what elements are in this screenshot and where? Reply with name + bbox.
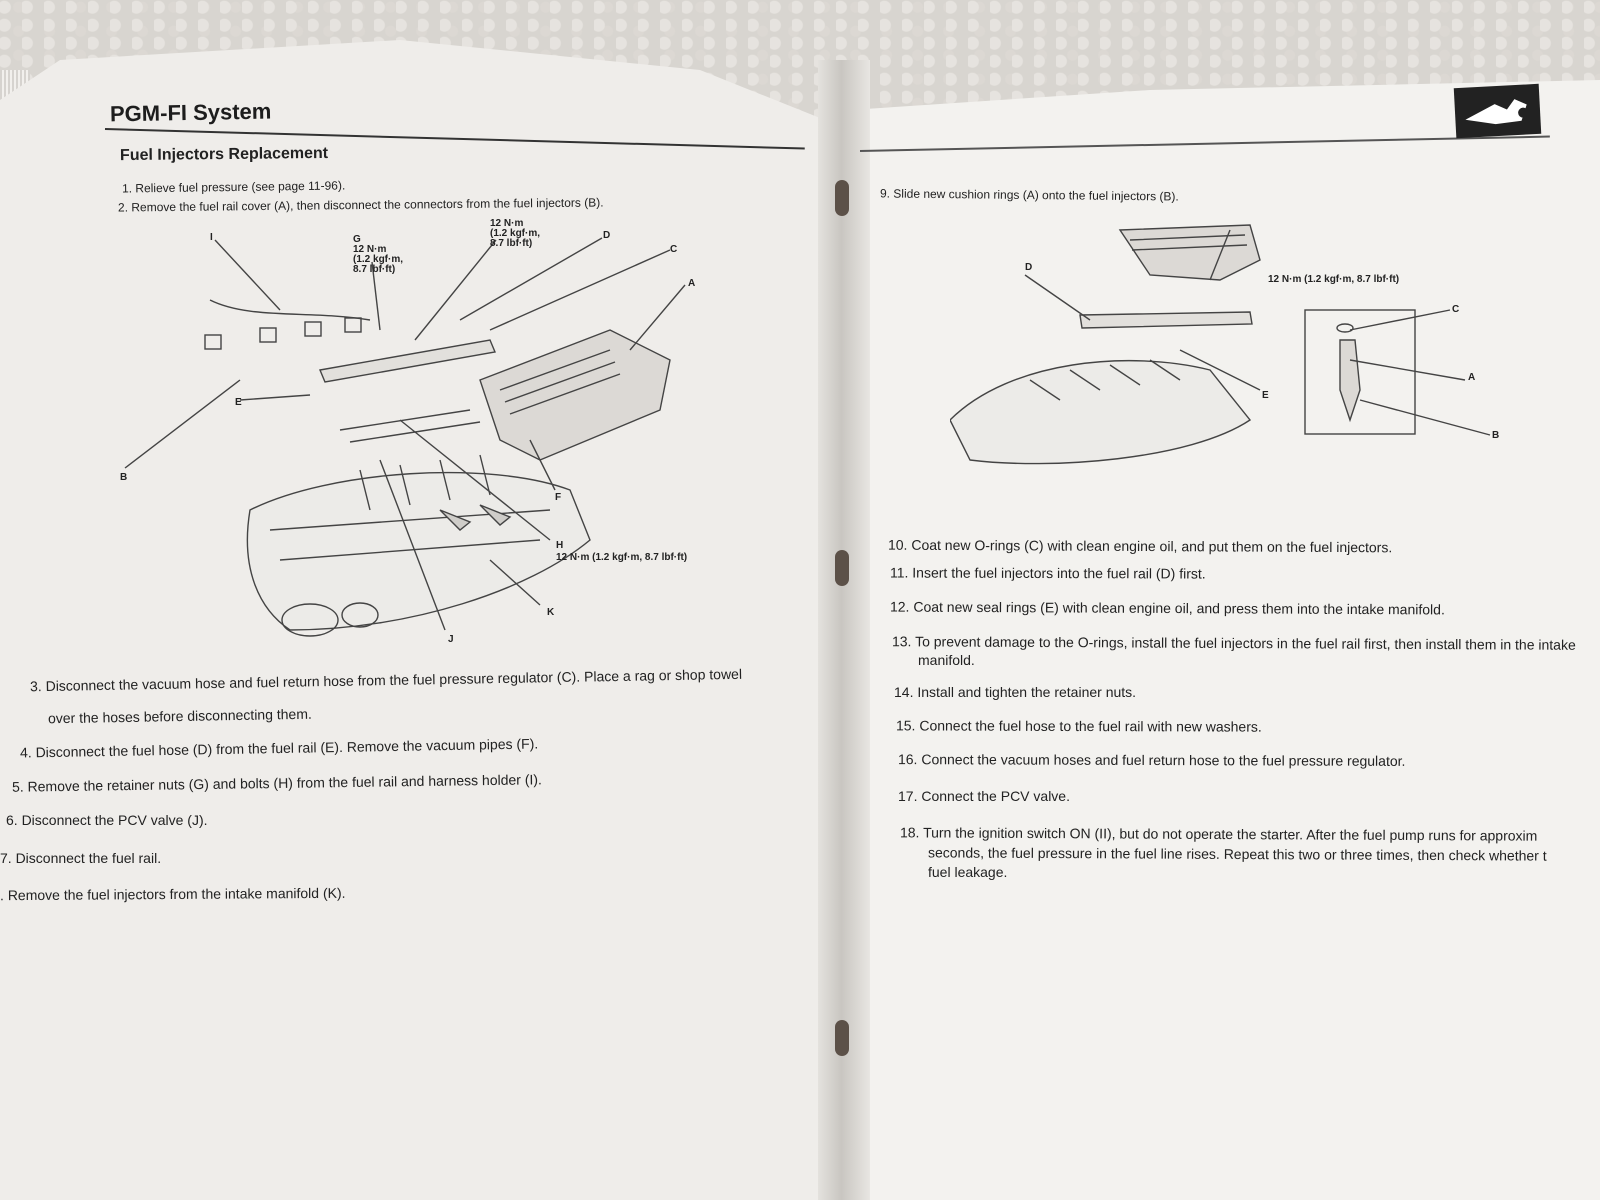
svg-text:K: K: [547, 607, 555, 618]
svg-text:8.7 lbf·ft): 8.7 lbf·ft): [353, 264, 396, 275]
fuel-injector-install-diagram: [950, 220, 1550, 470]
page-title: PGM-FI System: [109, 98, 272, 127]
svg-text:D: D: [603, 230, 611, 241]
step-text: fuel leakage.: [928, 864, 1008, 880]
step-text: 5. Remove the retainer nuts (G) and bolts (H) from the fuel rail and harness holder (I).: [11, 771, 542, 795]
svg-text:I: I: [210, 232, 213, 243]
step-text: 6. Disconnect the PCV valve (J).: [6, 812, 208, 828]
binder-hole: [835, 1020, 849, 1056]
step-text: 16. Connect the vacuum hoses and fuel return hose to the fuel pressure regulator.: [897, 751, 1406, 769]
fuel-nozzle-icon: [1454, 84, 1542, 138]
svg-text:D: D: [1025, 262, 1033, 273]
svg-text:G: G: [353, 234, 361, 245]
svg-text:8.7 lbf·ft): 8.7 lbf·ft): [490, 238, 533, 249]
svg-text:12 N·m (1.2 kgf·m, 8.7 lbf·ft): 12 N·m (1.2 kgf·m, 8.7 lbf·ft): [556, 552, 688, 563]
step-text: manifold.: [918, 652, 975, 668]
section-title: Fuel Injectors Replacement: [119, 144, 329, 165]
svg-text:B: B: [1492, 430, 1500, 441]
step-text: 13. To prevent damage to the O-rings, install the fuel injectors in the fuel rail first, then install them in the intake: [891, 633, 1576, 653]
binder-hole: [835, 180, 849, 216]
step-text: seconds, the fuel pressure in the fuel line rises. Repeat this two or three times, then check whether t: [927, 844, 1547, 864]
svg-text:C: C: [1452, 304, 1460, 315]
binder-hole: [835, 550, 849, 586]
step-text: 15. Connect the fuel hose to the fuel rail with new washers.: [895, 717, 1262, 735]
step-text: 10. Coat new O-rings (C) with clean engine oil, and put them on the fuel injectors.: [887, 536, 1393, 556]
svg-text:E: E: [1262, 390, 1269, 401]
step-text: 4. Disconnect the fuel hose (D) from the fuel rail (E). Remove the vacuum pipes (F).: [19, 735, 539, 761]
step-text: over the hoses before disconnecting them.: [47, 705, 312, 727]
svg-text:12 N·m (1.2 kgf·m, 8.7 lbf·ft): 12 N·m (1.2 kgf·m, 8.7 lbf·ft): [1268, 274, 1400, 285]
fuel-system-logo: [1454, 84, 1542, 138]
fuel-injector-removal-diagram: [110, 210, 810, 660]
step-text: 9. Slide new cushion rings (A) onto the fuel injectors (B).: [879, 186, 1179, 204]
step-text: 17. Connect the PCV valve.: [898, 788, 1070, 804]
step-text: 3. Disconnect the vacuum hose and fuel return hose from the fuel pressure regulator (C). Place a rag or shop towel: [29, 665, 743, 695]
svg-text:C: C: [670, 244, 678, 255]
svg-text:E: E: [235, 397, 242, 408]
svg-text:(1.2 kgf·m,: (1.2 kgf·m,: [353, 254, 404, 265]
step-text: . Remove the fuel injectors from the intake manifold (K).: [0, 884, 346, 904]
svg-text:H: H: [556, 540, 564, 551]
svg-text:J: J: [448, 634, 454, 645]
step-text: 12. Coat new seal rings (E) with clean engine oil, and press them into the intake manifold.: [889, 598, 1445, 618]
svg-text:F: F: [555, 492, 562, 503]
svg-text:(1.2 kgf·m,: (1.2 kgf·m,: [490, 228, 541, 239]
step-text: 18. Turn the ignition switch ON (II), but do not operate the starter. After the fuel pump runs for approxim: [899, 824, 1538, 844]
step-text: 7. Disconnect the fuel rail.: [0, 850, 162, 866]
step-text: 2. Remove the fuel rail cover (A), then disconnect the connectors from the fuel injectors (B).: [117, 195, 604, 215]
svg-text:12 N·m: 12 N·m: [353, 244, 387, 255]
svg-text:12 N·m: 12 N·m: [490, 218, 524, 229]
svg-text:A: A: [1468, 372, 1476, 383]
step-text: 14. Install and tighten the retainer nuts.: [894, 684, 1137, 700]
svg-text:B: B: [120, 472, 128, 483]
step-text: 11. Insert the fuel injectors into the fuel rail (D) first.: [889, 564, 1206, 582]
svg-text:A: A: [688, 278, 696, 289]
step-text: 1. Relieve fuel pressure (see page 11-96).: [121, 178, 346, 196]
